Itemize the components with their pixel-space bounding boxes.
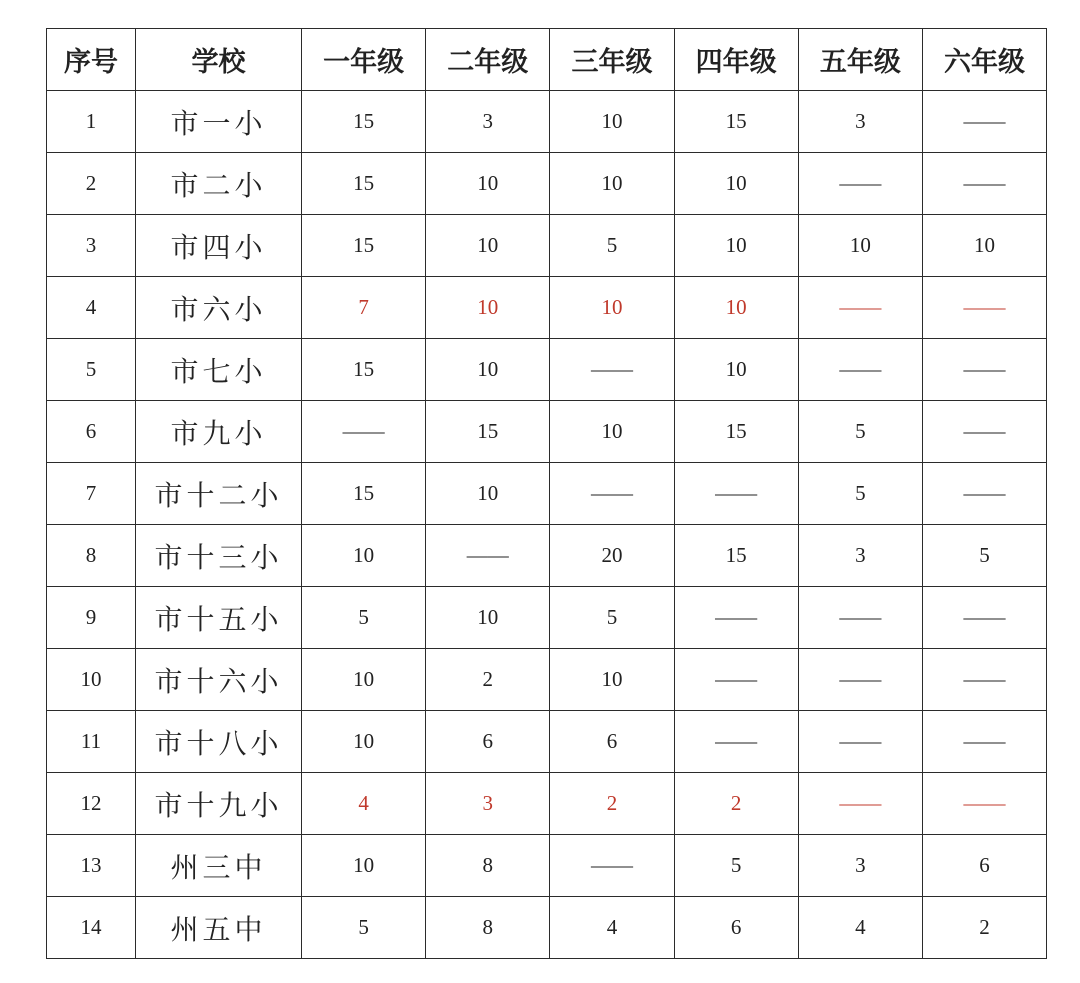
grade-3-count-cell: 4 (550, 897, 674, 959)
school-name-cell: 市四小 (136, 215, 302, 277)
row-index-cell: 2 (47, 153, 136, 215)
grade-2-count-cell: 10 (426, 277, 550, 339)
grade-3-count-cell: 5 (550, 587, 674, 649)
row-index-cell: 8 (47, 525, 136, 587)
grade-5-count-cell: —— (798, 587, 922, 649)
grade-5-count-cell: —— (798, 773, 922, 835)
grade-3-count-cell: 2 (550, 773, 674, 835)
header-index: 序号 (47, 29, 136, 91)
table-row (47, 587, 1047, 649)
grade-6-count-cell: —— (922, 587, 1046, 649)
grade-6-count-cell: —— (922, 91, 1046, 153)
table-row (47, 649, 1047, 711)
grade-3-count-cell: 10 (550, 91, 674, 153)
grade-4-count-cell: 10 (674, 215, 798, 277)
grade-1-count-cell: 10 (302, 835, 426, 897)
grade-5-count-cell: 5 (798, 401, 922, 463)
grade-5-count-cell: 4 (798, 897, 922, 959)
grade-2-count-cell: 10 (426, 153, 550, 215)
grade-4-count-cell: —— (674, 649, 798, 711)
grade-4-count-cell: 2 (674, 773, 798, 835)
grade-1-count-cell: 5 (302, 897, 426, 959)
row-index-cell: 6 (47, 401, 136, 463)
grade-1-count-cell: 15 (302, 215, 426, 277)
row-index-cell: 12 (47, 773, 136, 835)
row-index-cell: 3 (47, 215, 136, 277)
grade-6-count-cell: 2 (922, 897, 1046, 959)
row-index-cell: 13 (47, 835, 136, 897)
grade-6-count-cell: —— (922, 773, 1046, 835)
table-body (47, 91, 1047, 959)
row-index-cell: 9 (47, 587, 136, 649)
grade-5-count-cell: 3 (798, 525, 922, 587)
grade-1-count-cell: 15 (302, 153, 426, 215)
row-index-cell: 4 (47, 277, 136, 339)
grade-2-count-cell: 10 (426, 587, 550, 649)
grade-6-count-cell: 10 (922, 215, 1046, 277)
grade-6-count-cell: 6 (922, 835, 1046, 897)
grade-1-count-cell: 10 (302, 649, 426, 711)
school-name-cell: 市二小 (136, 153, 302, 215)
grade-3-count-cell: 6 (550, 711, 674, 773)
grade-2-count-cell: 10 (426, 215, 550, 277)
school-name-cell: 市十六小 (136, 649, 302, 711)
grade-5-count-cell: —— (798, 153, 922, 215)
school-name-cell: 市十九小 (136, 773, 302, 835)
grade-3-count-cell: 10 (550, 649, 674, 711)
grade-5-count-cell: 3 (798, 835, 922, 897)
grade-2-count-cell: 10 (426, 339, 550, 401)
grade-2-count-cell: 2 (426, 649, 550, 711)
grade-2-count-cell: —— (426, 525, 550, 587)
grade-1-count-cell: 15 (302, 91, 426, 153)
grade-1-count-cell: 4 (302, 773, 426, 835)
grade-4-count-cell: 10 (674, 277, 798, 339)
grade-6-count-cell: —— (922, 401, 1046, 463)
table-row (47, 463, 1047, 525)
row-index-cell: 7 (47, 463, 136, 525)
header-grade-3: 三年级 (550, 29, 674, 91)
header-grade-1: 一年级 (302, 29, 426, 91)
school-name-cell: 市十五小 (136, 587, 302, 649)
grade-6-count-cell: 5 (922, 525, 1046, 587)
grade-3-count-cell: 10 (550, 277, 674, 339)
grade-2-count-cell: 3 (426, 91, 550, 153)
grade-4-count-cell: —— (674, 463, 798, 525)
row-index-cell: 10 (47, 649, 136, 711)
grade-2-count-cell: 10 (426, 463, 550, 525)
grade-6-count-cell: —— (922, 711, 1046, 773)
grade-6-count-cell: —— (922, 277, 1046, 339)
school-name-cell: 州三中 (136, 835, 302, 897)
grade-3-count-cell: 5 (550, 215, 674, 277)
grade-6-count-cell: —— (922, 649, 1046, 711)
grade-4-count-cell: 10 (674, 153, 798, 215)
grade-4-count-cell: —— (674, 587, 798, 649)
grade-5-count-cell: —— (798, 277, 922, 339)
grade-4-count-cell: 15 (674, 91, 798, 153)
school-name-cell: 市十二小 (136, 463, 302, 525)
grade-1-count-cell: 10 (302, 711, 426, 773)
header-grade-2: 二年级 (426, 29, 550, 91)
school-name-cell: 市十八小 (136, 711, 302, 773)
table-row (47, 91, 1047, 153)
header-grade-4: 四年级 (674, 29, 798, 91)
grade-1-count-cell: —— (302, 401, 426, 463)
table-row (47, 401, 1047, 463)
grade-1-count-cell: 15 (302, 339, 426, 401)
grade-5-count-cell: 3 (798, 91, 922, 153)
grade-2-count-cell: 8 (426, 897, 550, 959)
grade-1-count-cell: 15 (302, 463, 426, 525)
grade-3-count-cell: —— (550, 339, 674, 401)
school-name-cell: 市六小 (136, 277, 302, 339)
table-row (47, 215, 1047, 277)
grade-4-count-cell: 5 (674, 835, 798, 897)
school-name-cell: 市九小 (136, 401, 302, 463)
grade-1-count-cell: 10 (302, 525, 426, 587)
grade-6-count-cell: —— (922, 339, 1046, 401)
table-row (47, 711, 1047, 773)
grade-2-count-cell: 15 (426, 401, 550, 463)
grade-4-count-cell: 15 (674, 525, 798, 587)
row-index-cell: 1 (47, 91, 136, 153)
row-index-cell: 11 (47, 711, 136, 773)
grade-1-count-cell: 7 (302, 277, 426, 339)
grade-5-count-cell: —— (798, 711, 922, 773)
school-name-cell: 市七小 (136, 339, 302, 401)
grade-5-count-cell: —— (798, 339, 922, 401)
table-row (47, 339, 1047, 401)
grade-3-count-cell: 10 (550, 401, 674, 463)
grade-4-count-cell: 15 (674, 401, 798, 463)
grade-5-count-cell: 5 (798, 463, 922, 525)
grade-5-count-cell: 10 (798, 215, 922, 277)
grade-2-count-cell: 6 (426, 711, 550, 773)
grade-3-count-cell: —— (550, 835, 674, 897)
header-grade-6: 六年级 (922, 29, 1046, 91)
grade-3-count-cell: 20 (550, 525, 674, 587)
row-index-cell: 5 (47, 339, 136, 401)
grade-1-count-cell: 5 (302, 587, 426, 649)
grade-5-count-cell: —— (798, 649, 922, 711)
table-row (47, 525, 1047, 587)
table-row (47, 773, 1047, 835)
grade-3-count-cell: 10 (550, 153, 674, 215)
school-name-cell: 市一小 (136, 91, 302, 153)
table-row (47, 277, 1047, 339)
grade-4-count-cell: 6 (674, 897, 798, 959)
enrollment-table (46, 28, 1047, 959)
header-row (47, 29, 1047, 91)
school-name-cell: 市十三小 (136, 525, 302, 587)
grade-4-count-cell: —— (674, 711, 798, 773)
grade-2-count-cell: 3 (426, 773, 550, 835)
table-row (47, 835, 1047, 897)
table-row (47, 897, 1047, 959)
grade-6-count-cell: —— (922, 153, 1046, 215)
school-name-cell: 州五中 (136, 897, 302, 959)
grade-3-count-cell: —— (550, 463, 674, 525)
header-school: 学校 (136, 29, 302, 91)
grade-6-count-cell: —— (922, 463, 1046, 525)
row-index-cell: 14 (47, 897, 136, 959)
grade-2-count-cell: 8 (426, 835, 550, 897)
table-row (47, 153, 1047, 215)
grade-4-count-cell: 10 (674, 339, 798, 401)
header-grade-5: 五年级 (798, 29, 922, 91)
